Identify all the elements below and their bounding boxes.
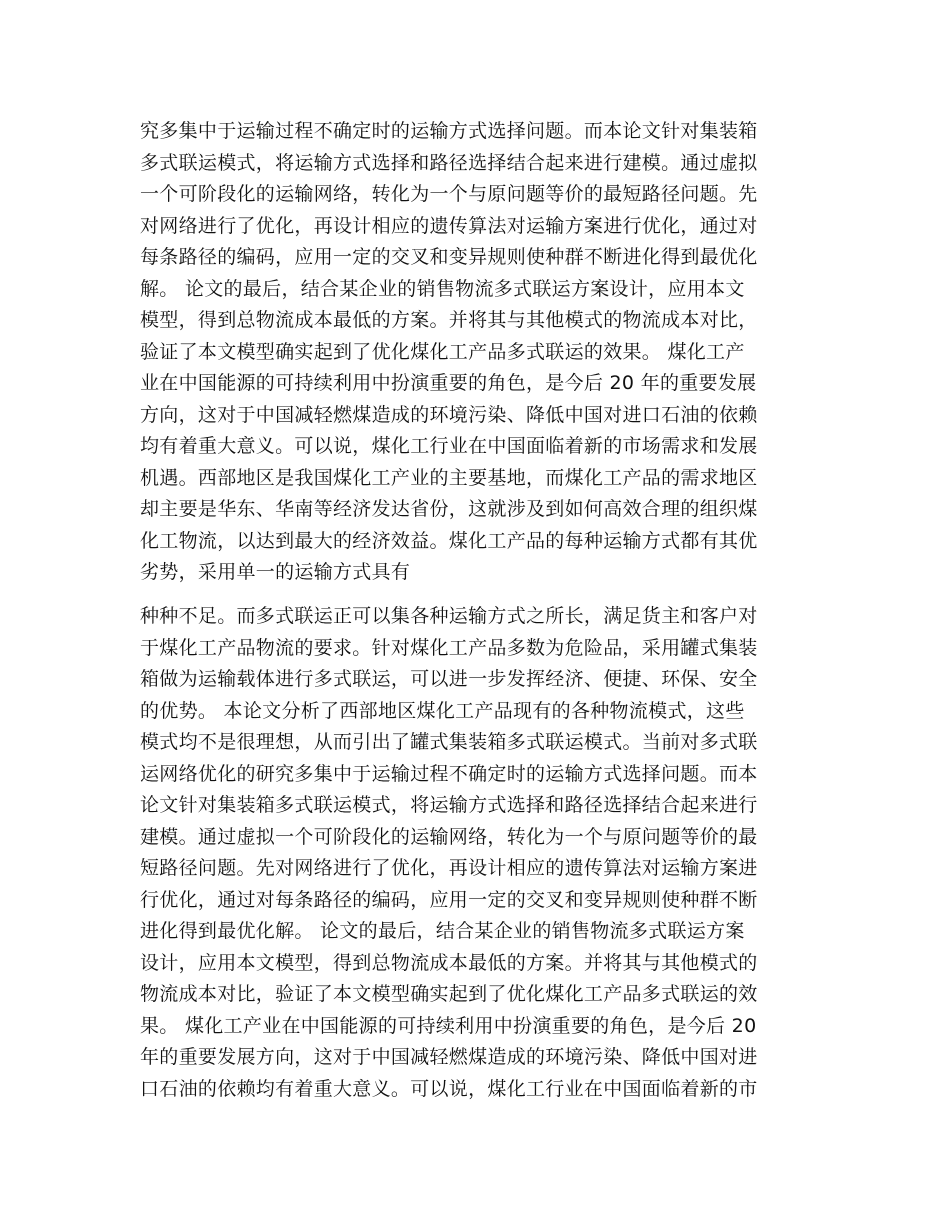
paragraph-line: 化工物流，以达到最大的经济效益。煤化工产品的每种运输方式都有其优 <box>140 529 758 552</box>
paragraph-line: 行优化，通过对每条路径的编码，应用一定的交叉和变异规则使种群不断 <box>140 888 758 911</box>
paragraph-line: 机遇。西部地区是我国煤化工产业的主要基地，而煤化工产品的需求地区 <box>140 466 758 489</box>
paragraph-line: 模型，得到总物流成本最低的方案。并将其与其他模式的物流成本对比， <box>140 309 758 331</box>
paragraph-2 <box>140 601 820 1105</box>
paragraph-line: 进化得到最优化解。 论文的最后，结合某企业的销售物流多式联运方案 <box>140 920 745 942</box>
paragraph-line: 设计，应用本文模型，得到总物流成本最低的方案。并将其与其他模式的 <box>140 951 758 974</box>
paragraph-line: 多式联运模式，将运输方式选择和路径选择结合起来进行建模。通过虚拟 <box>140 151 758 174</box>
paragraph-line: 解。 论文的最后，结合某企业的销售物流多式联运方案设计，应用本文 <box>140 277 745 300</box>
paragraph-line: 却主要是华东、华南等经济发达省份，这就涉及到如何高效合理的组织煤 <box>140 498 758 520</box>
paragraph-line: 口石油的依赖均有着重大意义。可以说，煤化工行业在中国面临着新的市 <box>140 1077 758 1100</box>
paragraph-line: 箱做为运输载体进行多式联运，可以进一步发挥经济、便捷、环保、安全 <box>140 668 758 690</box>
paragraph-line: 究多集中于运输过程不确定时的运输方式选择问题。而本论文针对集装箱 <box>140 120 758 142</box>
paragraph-line: 物流成本对比，验证了本文模型确实起到了优化煤化工产品多式联运的效 <box>140 983 758 1005</box>
paragraph-line: 每条路径的编码，应用一定的交叉和变异规则使种群不断进化得到最优化 <box>140 246 758 268</box>
paragraph-line: 于煤化工产品物流的要求。针对煤化工产品多数为危险品，采用罐式集装 <box>140 636 758 659</box>
paragraph-line: 建模。通过虚拟一个可阶段化的运输网络，转化为一个与原问题等价的最 <box>140 825 758 848</box>
paragraph-line: 的优势。 本论文分析了西部地区煤化工产品现有的各种物流模式，这些 <box>140 699 745 722</box>
paragraph-line: 种种不足。而多式联运正可以集各种运输方式之所长，满足货主和客户对 <box>140 605 758 627</box>
paragraph-line: 均有着重大意义。可以说，煤化工行业在中国面临着新的市场需求和发展 <box>140 435 758 457</box>
paragraph-line: 一个可阶段化的运输网络，转化为一个与原问题等价的最短路径问题。先 <box>140 183 758 205</box>
paragraph-line: 短路径问题。先对网络进行了优化，再设计相应的遗传算法对运输方案进 <box>140 857 758 879</box>
paragraph-line: 论文针对集装箱多式联运模式，将运输方式选择和路径选择结合起来进行 <box>140 794 758 816</box>
paragraph-line: 果。 煤化工产业在中国能源的可持续利用中扮演重要的角色，是今后 20 <box>140 1014 757 1037</box>
paragraph-line: 运网络优化的研究多集中于运输过程不确定时的运输方式选择问题。而本 <box>140 762 758 785</box>
paragraph-1 <box>140 116 820 589</box>
paragraph-line: 对网络进行了优化，再设计相应的遗传算法对运输方案进行优化，通过对 <box>140 214 758 237</box>
paragraph-line: 模式均不是很理想，从而引出了罐式集装箱多式联运模式。当前对多式联 <box>140 731 758 753</box>
paragraph-line: 方向，这对于中国减轻燃煤造成的环境污染、降低中国对进口石油的依赖 <box>140 403 758 426</box>
paragraph-line: 验证了本文模型确实起到了优化煤化工产品多式联运的效果。 煤化工产 <box>140 340 745 363</box>
paragraph-line: 业在中国能源的可持续利用中扮演重要的角色，是今后 20 年的重要发展 <box>140 372 757 394</box>
paragraph-line: 年的重要发展方向，这对于中国减轻燃煤造成的环境污染、降低中国对进 <box>140 1046 758 1068</box>
paragraph-line: 劣势，采用单一的运输方式具有 <box>140 561 411 583</box>
